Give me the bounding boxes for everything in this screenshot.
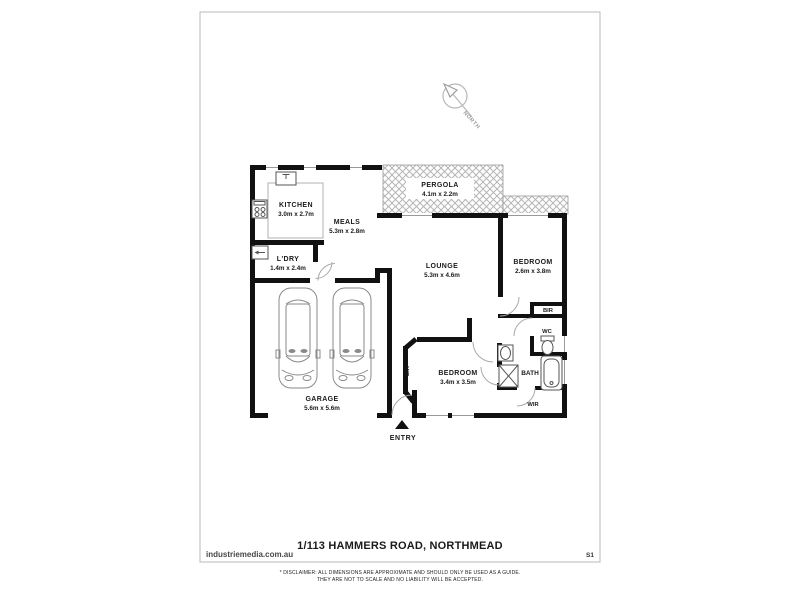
laundry-tub-icon (252, 246, 268, 259)
room-dims-bedroom1: 2.6m x 3.8m (515, 268, 551, 275)
basin-icon (498, 345, 513, 361)
room-dims-meals: 5.3m x 2.8m (329, 228, 365, 235)
room-dims-laundry: 1.4m x 2.4m (270, 265, 306, 272)
kitchen-sink-icon (276, 172, 296, 185)
brand-text: industriemedia.com.au (206, 550, 294, 559)
label-bir2: BIR (405, 366, 411, 376)
address-title: 1/113 HAMMERS ROAD, NORTHMEAD (297, 540, 503, 552)
shower-icon (499, 365, 518, 387)
label-wir: WIR (527, 402, 539, 408)
room-dims-kitchen: 3.0m x 2.7m (278, 211, 314, 218)
room-dims-pergola: 4.1m x 2.2m (422, 191, 458, 198)
room-label-meals: MEALS (333, 219, 361, 226)
room-dims-bedroom2: 3.4m x 3.5m (440, 379, 476, 386)
label-bir1: BIR (543, 308, 553, 314)
page-border (200, 12, 600, 562)
room-label-lounge: LOUNGE (425, 263, 459, 270)
label-wc: WC (542, 329, 552, 335)
sheet-code: S1 (586, 552, 594, 559)
north-label: NORTH (461, 110, 481, 131)
room-label-pergola: PERGOLA (421, 182, 459, 189)
disclaimer-line-2: THEY ARE NOT TO SCALE AND NO LIABILITY WILL BE ACCEPTED. (316, 577, 484, 583)
label-entry: ENTRY (389, 435, 417, 442)
room-label-kitchen: KITCHEN (279, 202, 313, 209)
room-label-bedroom1: BEDROOM (513, 259, 553, 266)
room-dims-lounge: 5.3m x 4.6m (424, 272, 460, 279)
stove-icon (252, 200, 267, 218)
bathtub-icon (541, 356, 562, 390)
toilet-icon (541, 336, 554, 355)
label-bath: BATH (521, 370, 539, 377)
disclaimer-line-1: * DISCLAIMER: ALL DIMENSIONS ARE APPROXIMATE AND SHOULD ONLY BE USED AS A GUIDE. (279, 570, 521, 576)
room-dims-garage: 5.6m x 5.6m (304, 405, 340, 412)
room-label-bedroom2: BEDROOM (438, 370, 478, 377)
room-label-laundry: L'DRY (276, 256, 300, 263)
room-label-garage: GARAGE (305, 396, 339, 403)
